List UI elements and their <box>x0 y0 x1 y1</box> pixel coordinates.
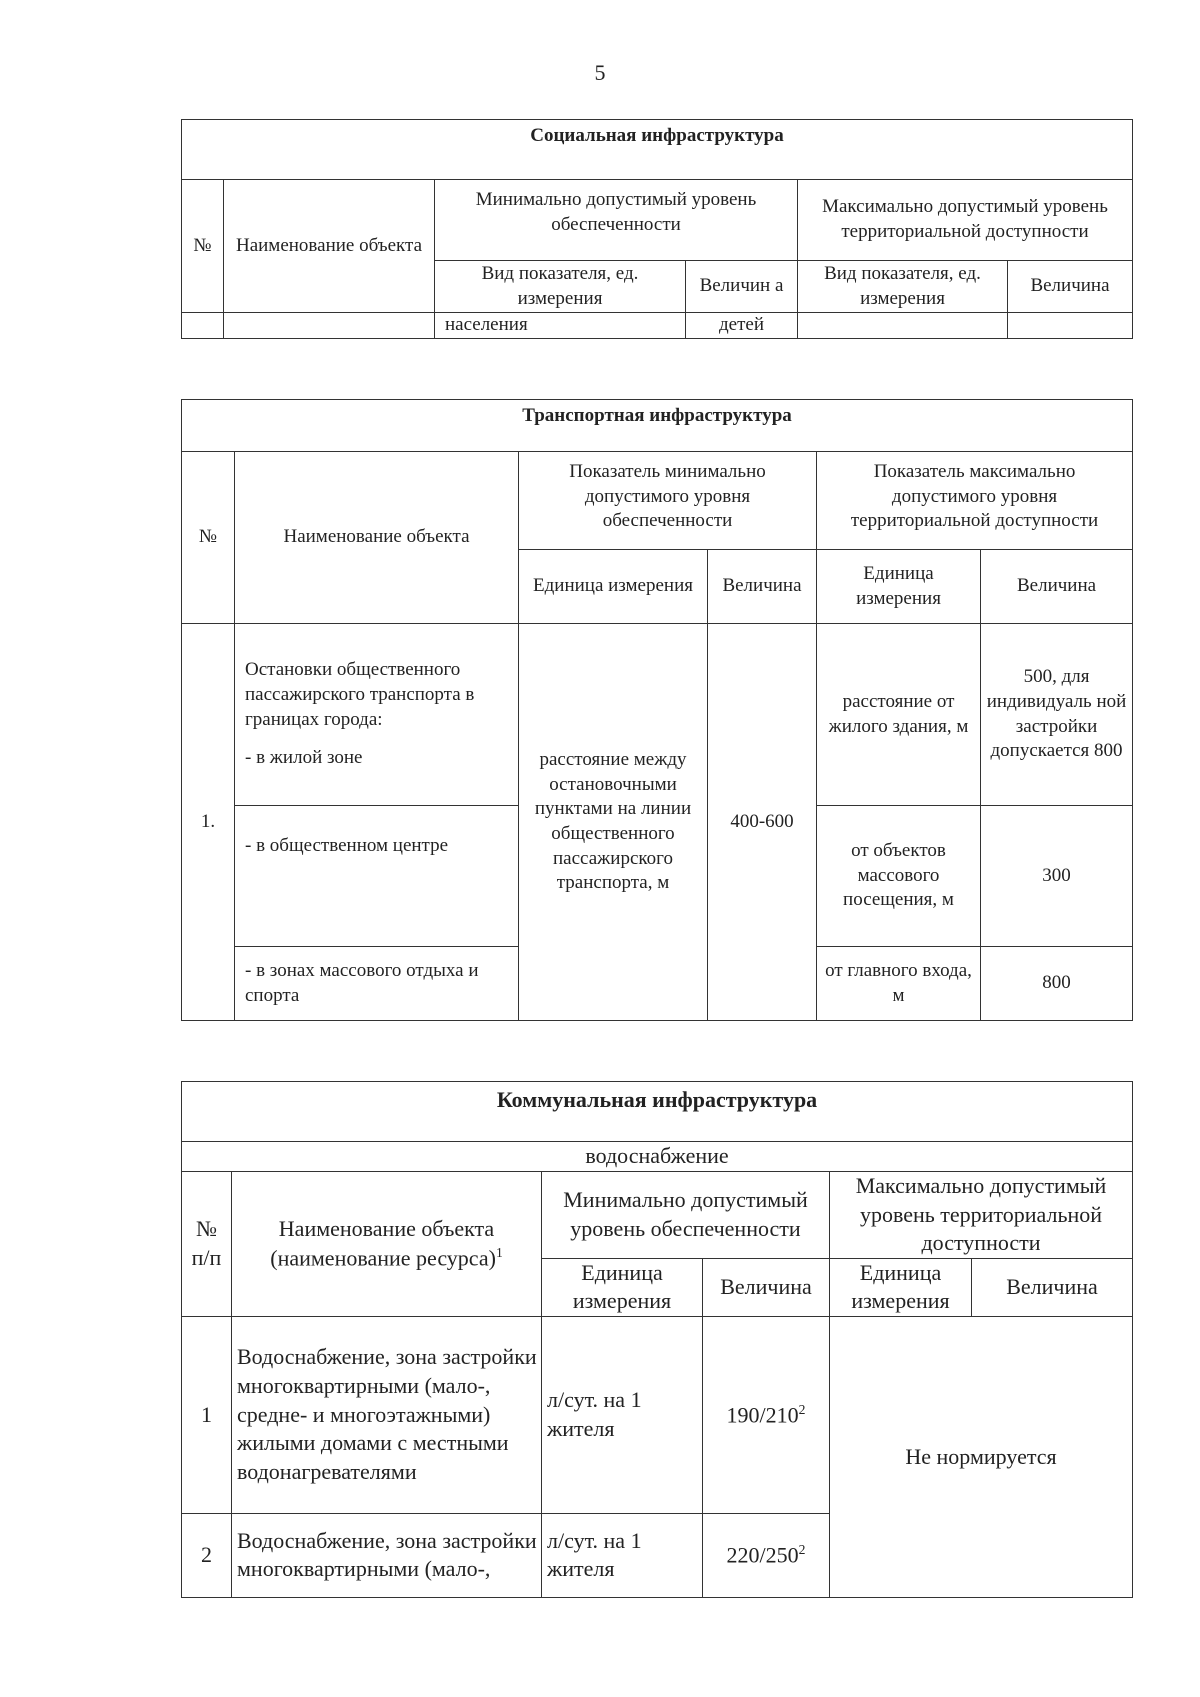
social-sub-value-2: Величина <box>1008 261 1133 313</box>
social-cont-number <box>182 313 224 339</box>
transport-row1-name-a: - в жилой зоне <box>245 747 363 769</box>
communal-row1-value-footnote: 2 <box>798 1401 806 1417</box>
transport-row1-name-c: - в зонах массового отдыха и спорта <box>235 947 519 1021</box>
communal-section-water: водоснабжение <box>182 1142 1133 1172</box>
communal-sub-value: Величина <box>703 1258 830 1316</box>
transport-row1-max-unit-a: расстояние от жилого здания, м <box>817 624 981 806</box>
page-number: 5 <box>594 60 606 85</box>
communal-infrastructure-table <box>181 1081 1133 1598</box>
transport-row1-max-value-a: 500, для индивидуаль ной застройки допускается 800 <box>981 624 1133 806</box>
transport-sub-unit-2: Единица измерения <box>817 550 981 624</box>
transport-title: Транспортная инфраструктура <box>182 400 1133 452</box>
social-sub-indicator: Вид показателя, ед. измерения <box>435 261 686 313</box>
communal-col-min-level: Минимально допустимый уровень обеспеченности <box>542 1172 830 1259</box>
transport-col-number: № <box>182 452 235 624</box>
transport-infrastructure-table <box>181 399 1133 1021</box>
transport-row1-name-main: Остановки общественного пассажирского транспорта в границах города: <box>245 659 475 730</box>
transport-sub-unit: Единица измерения <box>519 550 708 624</box>
transport-row1-name-residential <box>235 624 519 806</box>
communal-col-name <box>232 1172 542 1317</box>
communal-row1-unit: л/сут. на 1 жителя <box>542 1316 703 1513</box>
communal-col-name-footnote: 1 <box>495 1244 503 1260</box>
communal-col-max-level: Максимально допустимый уровень территориальной доступности <box>830 1172 1133 1259</box>
social-cont-indicator: населения <box>435 313 686 339</box>
communal-sub-unit: Единица измерения <box>542 1258 703 1316</box>
communal-row1-number: 1 <box>182 1316 232 1513</box>
transport-col-max-level: Показатель максимально допустимого уровня территориальной доступности <box>817 452 1133 550</box>
social-cont-max-value <box>1008 313 1133 339</box>
social-infrastructure-table <box>181 119 1133 339</box>
social-title: Социальная инфраструктура <box>182 120 1133 180</box>
communal-row2-value-text: 220/250 <box>726 1542 799 1568</box>
communal-row1-name: Водоснабжение, зона застройки многоквартирными (мало-, средне- и многоэтажными) жилыми домами с местными водонагревателями <box>232 1316 542 1513</box>
transport-row1-min-value: 400-600 <box>708 624 817 1021</box>
communal-not-normed: Не нормируется <box>830 1316 1133 1597</box>
communal-sub-unit-2: Единица измерения <box>830 1258 972 1316</box>
transport-sub-value-2: Величина <box>981 550 1133 624</box>
social-col-min-level: Минимально допустимый уровень обеспеченности <box>435 180 798 261</box>
communal-row2-value <box>703 1513 830 1597</box>
communal-row1-value-text: 190/210 <box>726 1401 799 1427</box>
communal-col-number: № п/п <box>182 1172 232 1317</box>
transport-col-min-level: Показатель минимально допустимого уровня обеспеченности <box>519 452 817 550</box>
transport-row1-name-b: - в общественном центре <box>235 806 519 947</box>
social-sub-value: Величин а <box>686 261 798 313</box>
social-sub-indicator-2: Вид показателя, ед. измерения <box>798 261 1008 313</box>
communal-row1-value <box>703 1316 830 1513</box>
social-cont-max-indicator <box>798 313 1008 339</box>
communal-row2-value-footnote: 2 <box>798 1542 806 1557</box>
communal-row2-unit: л/сут. на 1 жителя <box>542 1513 703 1597</box>
transport-row1-max-unit-c: от главного входа, м <box>817 947 981 1021</box>
communal-title: Коммунальная инфраструктура <box>182 1082 1133 1142</box>
transport-row1-max-value-b: 300 <box>981 806 1133 947</box>
transport-row1-number: 1. <box>182 624 235 1021</box>
transport-sub-value: Величина <box>708 550 817 624</box>
transport-col-name: Наименование объекта <box>235 452 519 624</box>
transport-row1-min-unit: расстояние между остановочными пунктами на линии общественного пассажирского транспорта, м <box>519 624 708 1021</box>
social-col-max-level: Максимально допустимый уровень территориальной доступности <box>798 180 1133 261</box>
communal-row2-name: Водоснабжение, зона застройки многоквартирными (мало-, <box>232 1513 542 1597</box>
communal-sub-value-2: Величина <box>972 1258 1133 1316</box>
communal-col-name-text: Наименование объекта (наименование ресурса) <box>270 1216 496 1271</box>
social-cont-name <box>224 313 435 339</box>
social-cont-value: детей <box>686 313 798 339</box>
social-col-name: Наименование объекта <box>224 180 435 313</box>
transport-row1-max-value-c: 800 <box>981 947 1133 1021</box>
communal-row2-number: 2 <box>182 1513 232 1597</box>
social-col-number: № <box>182 180 224 313</box>
transport-row1-max-unit-b: от объектов массового посещения, м <box>817 806 981 947</box>
